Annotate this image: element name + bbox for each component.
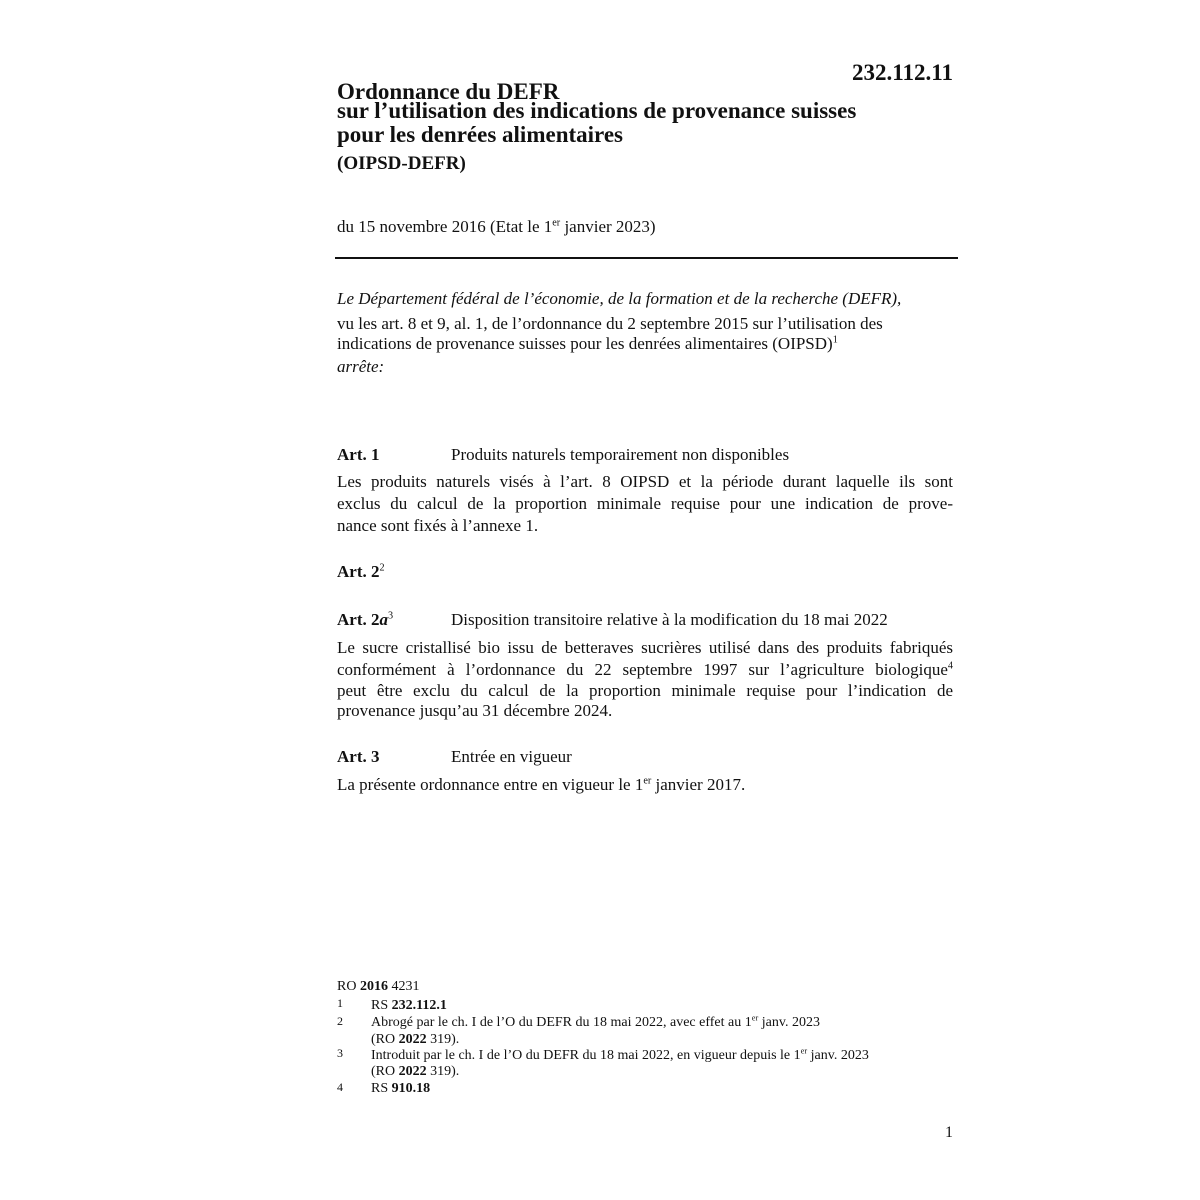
footnote-bold: 232.112.1 [391, 998, 447, 1013]
footnote-sup: er [800, 1046, 808, 1056]
footnote-2-line-2 [371, 1032, 459, 1048]
footnote-3-line-1 [371, 1048, 869, 1064]
footnote-bold: 910.18 [391, 1081, 431, 1096]
footnote-1 [371, 998, 447, 1014]
ro-prefix: RO [337, 979, 360, 994]
article-2a-line: peut être exclu du calcul de la proportion minimale requise pour l’indication de [337, 681, 953, 700]
article-2a-label-text: Art. 2 [337, 610, 380, 629]
page-number: 1 [945, 1124, 953, 1141]
footnote-ref-4[interactable]: 4 [947, 660, 953, 672]
footnote-text: Introduit par le ch. I de l’O du DEFR du 18 mai 2022, en vigueur depuis le 1 [371, 1048, 801, 1063]
article-1-label: Art. 1 [337, 445, 380, 464]
preamble-line-1: vu les art. 8 et 9, al. 1, de l’ordonnance du 2 septembre 2015 sur l’utilisation des [337, 314, 883, 333]
footnote-bold: 2022 [398, 1064, 427, 1079]
footnote-text: 319). [426, 1064, 460, 1079]
footnote-sup: er [751, 1013, 759, 1023]
ro-year: 2016 [359, 979, 388, 994]
article-3-text [337, 775, 745, 795]
footnote-text: RS [371, 1081, 392, 1096]
title-line-3: pour les denrées alimentaires [337, 122, 623, 147]
footnote-text: Abrogé par le ch. I de l’O du DEFR du 18 mai 2022, avec effet au 1 [371, 1015, 752, 1030]
date-text: du 15 novembre 2016 (Etat le 1 [337, 217, 553, 236]
title-abbreviation: (OIPSD-DEFR) [337, 153, 466, 174]
title-line-1: Ordonnance du DEFR [337, 79, 560, 104]
preamble-line-2-text: indications de provenance suisses pour les denrées alimentaires (OIPSD) [337, 334, 833, 353]
article-3-text-end: janvier 2017. [651, 775, 746, 794]
article-2a-line: Le sucre cristallisé bio issu de betteraves sucrières utilisé dans des produits fabriqués [337, 638, 953, 657]
ro-page: 4231 [387, 979, 420, 994]
footnote-ref-1[interactable]: 1 [832, 334, 838, 346]
preamble-decree: arrête: [337, 357, 385, 376]
article-2a-label [337, 610, 393, 630]
footnote-ref-2[interactable]: 2 [379, 562, 385, 574]
footnote-text: (RO [371, 1064, 399, 1079]
document-date [337, 217, 656, 237]
footnote-number: 4 [337, 1080, 343, 1094]
footnote-2-line-1 [371, 1015, 820, 1031]
article-2-label [337, 562, 385, 582]
divider-rule [335, 257, 958, 259]
article-2a-line: provenance jusqu’au 31 décembre 2024. [337, 701, 613, 720]
footnote-text: (RO [371, 1032, 399, 1047]
article-1-line: nance sont fixés à l’annexe 1. [337, 516, 539, 535]
article-3-sup: er [643, 775, 652, 787]
footnote-number: 3 [337, 1046, 343, 1060]
article-2a-line [337, 660, 953, 680]
date-text-end: janvier 2023) [560, 217, 656, 236]
article-2-label-text: Art. 2 [337, 562, 380, 581]
footnote-ref-3[interactable]: 3 [387, 610, 394, 622]
footnote-4 [371, 1081, 430, 1097]
preamble-authority: Le Département fédéral de l’économie, de la formation et de la recherche (DEFR), [337, 289, 902, 308]
footnote-text: 319). [426, 1032, 460, 1047]
article-2a-title: Disposition transitoire relative à la modification du 18 mai 2022 [451, 610, 888, 629]
footnote-text: RS [371, 998, 392, 1013]
title-line-2: sur l’utilisation des indications de provenance suisses [337, 98, 857, 123]
article-3-text-start: La présente ordonnance entre en vigueur le 1 [337, 775, 644, 794]
footnote-bold: 2022 [398, 1032, 427, 1047]
article-1-line: exclus du calcul de la proportion minimale requise pour une indication de prove- [337, 494, 953, 513]
footnote-text: janv. 2023 [758, 1015, 820, 1030]
article-1-line: Les produits naturels visés à l’art. 8 OIPSD et la période durant laquelle ils sont [337, 472, 953, 491]
sr-number: 232.112.11 [852, 60, 953, 85]
date-sup: er [552, 217, 561, 229]
article-2a-label-letter: a [379, 610, 388, 629]
preamble-line-2 [337, 334, 838, 354]
article-3-title: Entrée en vigueur [451, 747, 572, 766]
footnote-3-line-2 [371, 1064, 459, 1080]
footnote-text: janv. 2023 [807, 1048, 869, 1063]
footnote-number: 2 [337, 1014, 343, 1028]
article-1-title: Produits naturels temporairement non disponibles [451, 445, 790, 464]
article-3-label: Art. 3 [337, 747, 380, 766]
article-2a-line-text: conformément à l’ordonnance du 22 septembre 1997 sur l’agriculture biologique [337, 660, 948, 679]
footnote-number: 1 [337, 996, 343, 1010]
ro-reference [337, 979, 419, 995]
